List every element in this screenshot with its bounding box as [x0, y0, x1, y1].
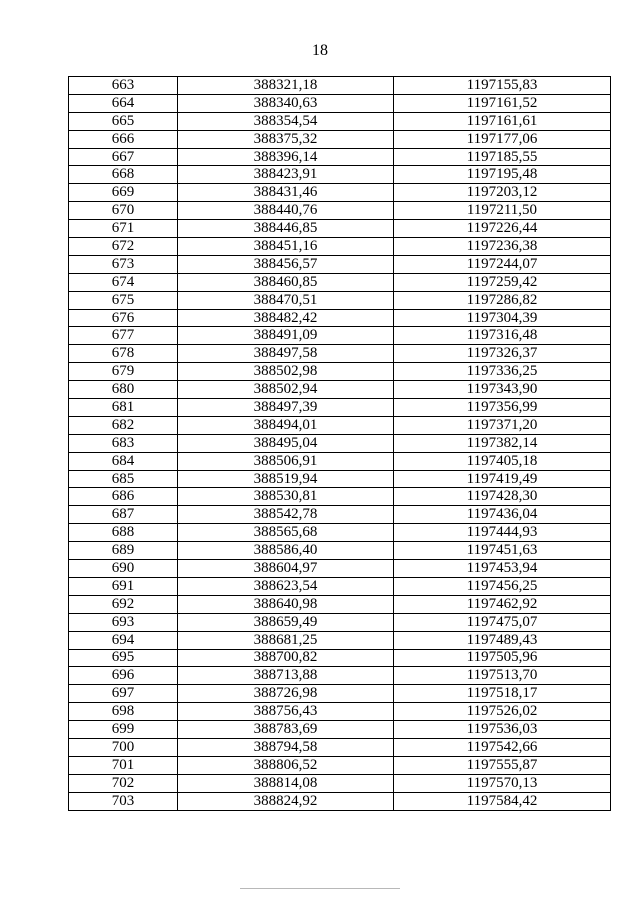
table-row	[69, 792, 611, 810]
x-coordinate-cell: 388756,43	[178, 703, 394, 721]
table-row	[69, 649, 611, 667]
y-coordinate-cell: 1197304,39	[394, 309, 611, 327]
x-coordinate-cell: 388491,09	[178, 327, 394, 345]
x-coordinate-cell: 388604,97	[178, 560, 394, 578]
table-row	[69, 631, 611, 649]
x-coordinate-cell: 388824,92	[178, 792, 394, 810]
y-coordinate-cell: 1197185,55	[394, 148, 611, 166]
footer-divider	[240, 888, 400, 889]
point-number-cell: 677	[69, 327, 178, 345]
y-coordinate-cell: 1197456,25	[394, 577, 611, 595]
point-number-cell: 682	[69, 416, 178, 434]
y-coordinate-cell: 1197343,90	[394, 381, 611, 399]
page-number: 18	[312, 42, 328, 59]
x-coordinate-cell: 388565,68	[178, 524, 394, 542]
point-number-cell: 678	[69, 345, 178, 363]
y-coordinate-cell: 1197513,70	[394, 667, 611, 685]
x-coordinate-cell: 388542,78	[178, 506, 394, 524]
y-coordinate-cell: 1197489,43	[394, 631, 611, 649]
table-row	[69, 148, 611, 166]
table-row	[69, 273, 611, 291]
point-number-cell: 672	[69, 238, 178, 256]
table-row	[69, 309, 611, 327]
x-coordinate-cell: 388502,98	[178, 363, 394, 381]
table-row	[69, 524, 611, 542]
point-number-cell: 667	[69, 148, 178, 166]
point-number-cell: 685	[69, 470, 178, 488]
table-row	[69, 166, 611, 184]
point-number-cell: 670	[69, 202, 178, 220]
y-coordinate-cell: 1197536,03	[394, 721, 611, 739]
x-coordinate-cell: 388431,46	[178, 184, 394, 202]
y-coordinate-cell: 1197542,66	[394, 738, 611, 756]
point-number-cell: 693	[69, 613, 178, 631]
table-row	[69, 756, 611, 774]
point-number-cell: 665	[69, 112, 178, 130]
point-number-cell: 669	[69, 184, 178, 202]
x-coordinate-cell: 388659,49	[178, 613, 394, 631]
table-row	[69, 452, 611, 470]
y-coordinate-cell: 1197236,38	[394, 238, 611, 256]
y-coordinate-cell: 1197336,25	[394, 363, 611, 381]
y-coordinate-cell: 1197584,42	[394, 792, 611, 810]
table-row	[69, 202, 611, 220]
x-coordinate-cell: 388502,94	[178, 381, 394, 399]
point-number-cell: 687	[69, 506, 178, 524]
point-number-cell: 664	[69, 94, 178, 112]
table-row	[69, 77, 611, 95]
coordinates-table-body	[69, 77, 611, 811]
table-row	[69, 238, 611, 256]
point-number-cell: 688	[69, 524, 178, 542]
point-number-cell: 689	[69, 542, 178, 560]
point-number-cell: 676	[69, 309, 178, 327]
y-coordinate-cell: 1197405,18	[394, 452, 611, 470]
point-number-cell: 668	[69, 166, 178, 184]
y-coordinate-cell: 1197316,48	[394, 327, 611, 345]
table-row	[69, 416, 611, 434]
y-coordinate-cell: 1197326,37	[394, 345, 611, 363]
table-row	[69, 595, 611, 613]
table-row	[69, 327, 611, 345]
x-coordinate-cell: 388713,88	[178, 667, 394, 685]
x-coordinate-cell: 388396,14	[178, 148, 394, 166]
y-coordinate-cell: 1197436,04	[394, 506, 611, 524]
table-row	[69, 560, 611, 578]
point-number-cell: 703	[69, 792, 178, 810]
x-coordinate-cell: 388506,91	[178, 452, 394, 470]
y-coordinate-cell: 1197161,61	[394, 112, 611, 130]
x-coordinate-cell: 388814,08	[178, 774, 394, 792]
point-number-cell: 666	[69, 130, 178, 148]
point-number-cell: 698	[69, 703, 178, 721]
point-number-cell: 697	[69, 685, 178, 703]
point-number-cell: 680	[69, 381, 178, 399]
y-coordinate-cell: 1197161,52	[394, 94, 611, 112]
x-coordinate-cell: 388423,91	[178, 166, 394, 184]
x-coordinate-cell: 388726,98	[178, 685, 394, 703]
table-row	[69, 184, 611, 202]
table-row	[69, 434, 611, 452]
table-row	[69, 721, 611, 739]
x-coordinate-cell: 388354,54	[178, 112, 394, 130]
x-coordinate-cell: 388806,52	[178, 756, 394, 774]
point-number-cell: 681	[69, 399, 178, 417]
point-number-cell: 690	[69, 560, 178, 578]
point-number-cell: 699	[69, 721, 178, 739]
table-row	[69, 112, 611, 130]
point-number-cell: 691	[69, 577, 178, 595]
table-row	[69, 345, 611, 363]
table-row	[69, 488, 611, 506]
y-coordinate-cell: 1197419,49	[394, 470, 611, 488]
y-coordinate-cell: 1197526,02	[394, 703, 611, 721]
y-coordinate-cell: 1197244,07	[394, 255, 611, 273]
point-number-cell: 674	[69, 273, 178, 291]
table-row	[69, 685, 611, 703]
x-coordinate-cell: 388794,58	[178, 738, 394, 756]
y-coordinate-cell: 1197475,07	[394, 613, 611, 631]
y-coordinate-cell: 1197177,06	[394, 130, 611, 148]
table-row	[69, 381, 611, 399]
table-row	[69, 577, 611, 595]
y-coordinate-cell: 1197444,93	[394, 524, 611, 542]
point-number-cell: 692	[69, 595, 178, 613]
x-coordinate-cell: 388623,54	[178, 577, 394, 595]
x-coordinate-cell: 388495,04	[178, 434, 394, 452]
x-coordinate-cell: 388460,85	[178, 273, 394, 291]
x-coordinate-cell: 388456,57	[178, 255, 394, 273]
point-number-cell: 700	[69, 738, 178, 756]
point-number-cell: 695	[69, 649, 178, 667]
x-coordinate-cell: 388586,40	[178, 542, 394, 560]
y-coordinate-cell: 1197356,99	[394, 399, 611, 417]
x-coordinate-cell: 388681,25	[178, 631, 394, 649]
y-coordinate-cell: 1197453,94	[394, 560, 611, 578]
x-coordinate-cell: 388446,85	[178, 220, 394, 238]
y-coordinate-cell: 1197518,17	[394, 685, 611, 703]
table-row	[69, 506, 611, 524]
point-number-cell: 673	[69, 255, 178, 273]
point-number-cell: 683	[69, 434, 178, 452]
y-coordinate-cell: 1197570,13	[394, 774, 611, 792]
table-row	[69, 613, 611, 631]
point-number-cell: 694	[69, 631, 178, 649]
x-coordinate-cell: 388640,98	[178, 595, 394, 613]
table-row	[69, 703, 611, 721]
x-coordinate-cell: 388470,51	[178, 291, 394, 309]
x-coordinate-cell: 388519,94	[178, 470, 394, 488]
y-coordinate-cell: 1197451,63	[394, 542, 611, 560]
x-coordinate-cell: 388340,63	[178, 94, 394, 112]
x-coordinate-cell: 388494,01	[178, 416, 394, 434]
x-coordinate-cell: 388482,42	[178, 309, 394, 327]
y-coordinate-cell: 1197286,82	[394, 291, 611, 309]
point-number-cell: 684	[69, 452, 178, 470]
y-coordinate-cell: 1197555,87	[394, 756, 611, 774]
y-coordinate-cell: 1197371,20	[394, 416, 611, 434]
table-row	[69, 774, 611, 792]
x-coordinate-cell: 388375,32	[178, 130, 394, 148]
point-number-cell: 696	[69, 667, 178, 685]
point-number-cell: 701	[69, 756, 178, 774]
x-coordinate-cell: 388321,18	[178, 77, 394, 95]
y-coordinate-cell: 1197428,30	[394, 488, 611, 506]
table-row	[69, 738, 611, 756]
x-coordinate-cell: 388451,16	[178, 238, 394, 256]
x-coordinate-cell: 388497,58	[178, 345, 394, 363]
x-coordinate-cell: 388700,82	[178, 649, 394, 667]
y-coordinate-cell: 1197203,12	[394, 184, 611, 202]
table-row	[69, 291, 611, 309]
x-coordinate-cell: 388440,76	[178, 202, 394, 220]
y-coordinate-cell: 1197226,44	[394, 220, 611, 238]
x-coordinate-cell: 388497,39	[178, 399, 394, 417]
table-row	[69, 255, 611, 273]
y-coordinate-cell: 1197382,14	[394, 434, 611, 452]
table-row	[69, 363, 611, 381]
y-coordinate-cell: 1197505,96	[394, 649, 611, 667]
point-number-cell: 675	[69, 291, 178, 309]
y-coordinate-cell: 1197259,42	[394, 273, 611, 291]
table-row	[69, 220, 611, 238]
table-row	[69, 542, 611, 560]
point-number-cell: 663	[69, 77, 178, 95]
table-row	[69, 667, 611, 685]
x-coordinate-cell: 388783,69	[178, 721, 394, 739]
point-number-cell: 679	[69, 363, 178, 381]
point-number-cell: 671	[69, 220, 178, 238]
point-number-cell: 686	[69, 488, 178, 506]
table-row	[69, 130, 611, 148]
y-coordinate-cell: 1197155,83	[394, 77, 611, 95]
y-coordinate-cell: 1197195,48	[394, 166, 611, 184]
table-row	[69, 399, 611, 417]
x-coordinate-cell: 388530,81	[178, 488, 394, 506]
y-coordinate-cell: 1197462,92	[394, 595, 611, 613]
point-number-cell: 702	[69, 774, 178, 792]
table-row	[69, 94, 611, 112]
table-row	[69, 470, 611, 488]
y-coordinate-cell: 1197211,50	[394, 202, 611, 220]
coordinates-table	[68, 76, 611, 811]
